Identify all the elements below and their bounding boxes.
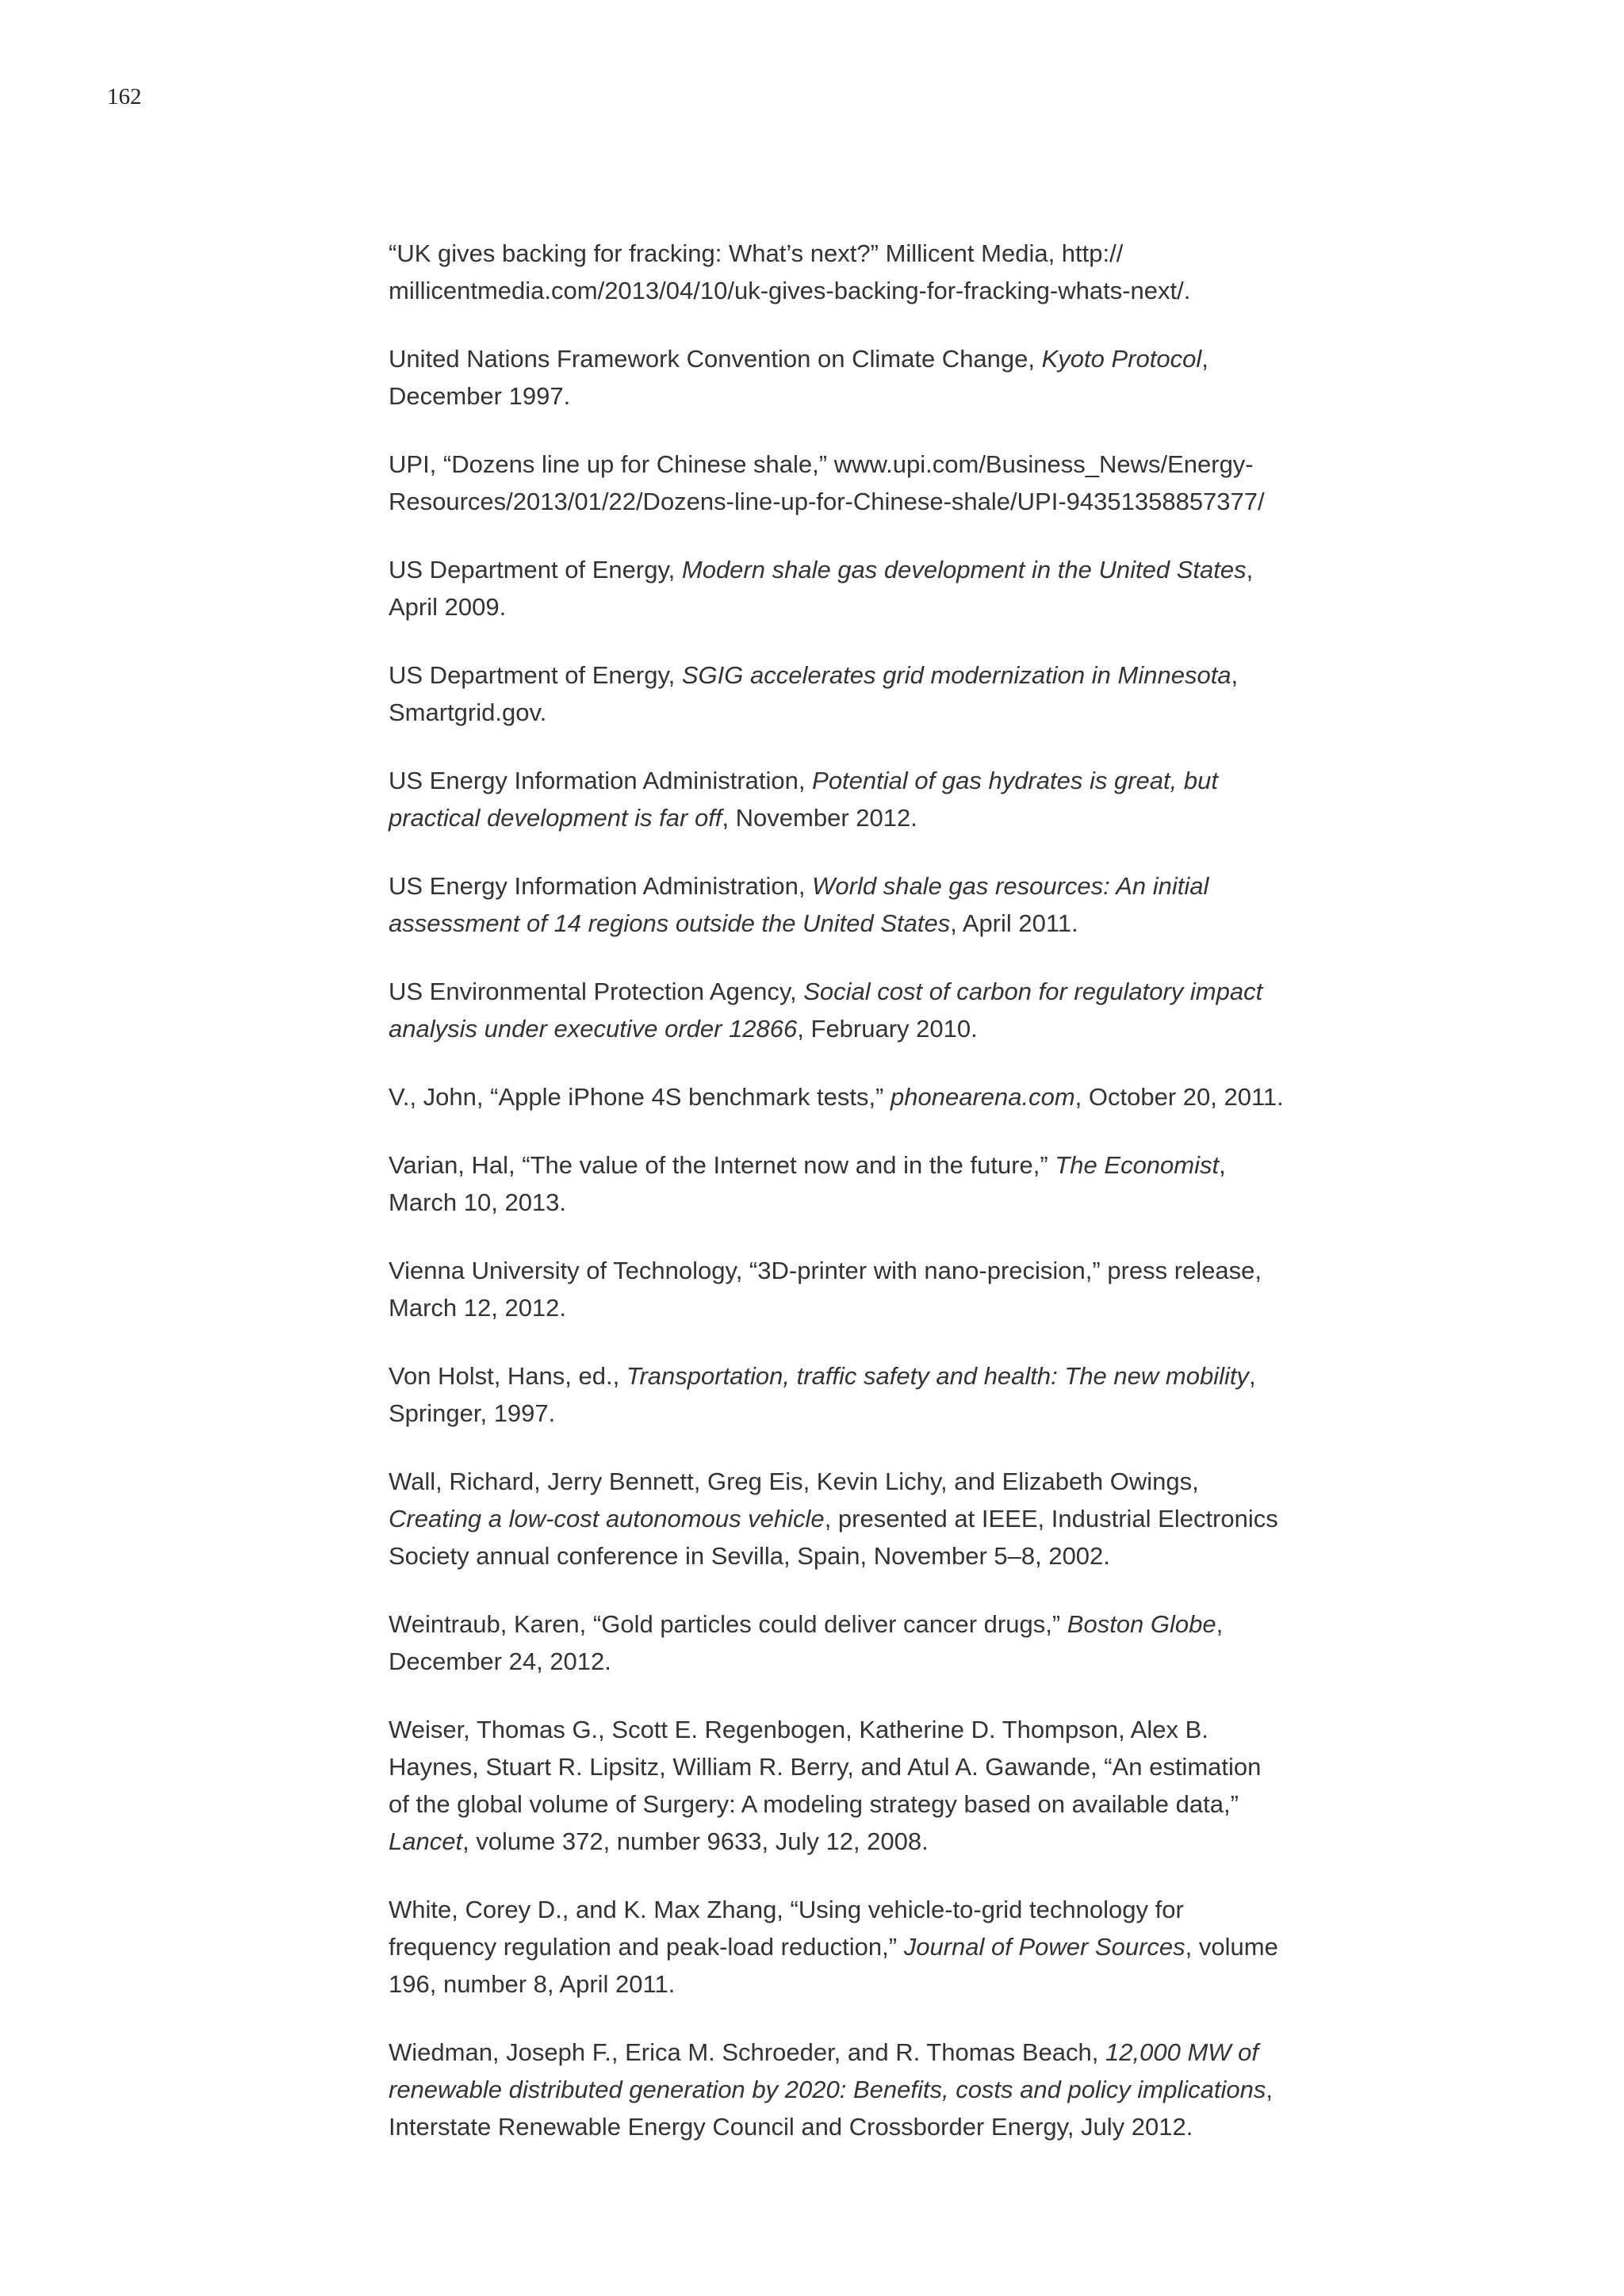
reference-entry bbox=[389, 973, 1372, 1047]
reference-text: UPI, “Dozens line up for Chinese shale,” www.upi.com/Business_News/Energy- Resources/2013/01/22/Dozens-line-up-for-Chinese-shale/UPI-94351358857377/ bbox=[389, 450, 1265, 515]
reference-text: , February 2010. bbox=[797, 1015, 978, 1043]
reference-text: , volume 196, number 8, April 2011. bbox=[389, 1933, 1278, 1998]
reference-entry bbox=[389, 1146, 1372, 1221]
reference-title-italic: Kyoto Protocol bbox=[1041, 345, 1202, 373]
reference-text: Von Holst, Hans, ed., bbox=[389, 1362, 626, 1390]
reference-title-italic: Boston Globe bbox=[1067, 1610, 1216, 1638]
reference-entry bbox=[389, 1078, 1372, 1115]
reference-entry bbox=[389, 2034, 1372, 2145]
reference-text: White, Corey D., and K. Max Zhang, “Using vehicle-to-grid technology for frequency regulation and peak-load reduction,” bbox=[389, 1896, 1184, 1961]
reference-text: , April 2009. bbox=[389, 556, 1254, 621]
reference-text: , October 20, 2011. bbox=[1074, 1083, 1284, 1111]
reference-text: Vienna University of Technology, “3D-printer with nano-precision,” press release, March 12, 2012. bbox=[389, 1257, 1262, 1322]
reference-text: , November 2012. bbox=[722, 804, 917, 832]
reference-title-italic: Modern shale gas development in the United States bbox=[681, 556, 1247, 584]
reference-entry bbox=[389, 656, 1372, 731]
reference-text: , December 1997. bbox=[389, 345, 1208, 410]
reference-text: US Energy Information Administration, bbox=[389, 872, 813, 900]
reference-text: , Springer, 1997. bbox=[389, 1362, 1256, 1427]
reference-title-italic: Transportation, traffic safety and health: The new mobility bbox=[626, 1362, 1249, 1390]
reference-title-italic: Journal of Power Sources bbox=[903, 1933, 1185, 1961]
reference-text: , December 24, 2012. bbox=[389, 1610, 1224, 1675]
reference-text: , presented at IEEE, Industrial Electronics Society annual conference in Sevilla, Spain, November 5–8, 2002. bbox=[389, 1505, 1278, 1570]
reference-entry bbox=[389, 1252, 1372, 1326]
reference-text: , Smartgrid.gov. bbox=[389, 661, 1239, 726]
reference-text: Weintraub, Karen, “Gold particles could deliver cancer drugs,” bbox=[389, 1610, 1067, 1638]
reference-text: US Department of Energy, bbox=[389, 661, 682, 689]
reference-text: US Environmental Protection Agency, bbox=[389, 978, 804, 1005]
page-number: 162 bbox=[107, 84, 142, 109]
reference-entry bbox=[389, 867, 1372, 942]
reference-entry bbox=[389, 235, 1372, 309]
reference-entry bbox=[389, 1891, 1372, 2003]
reference-title-italic: The Economist bbox=[1055, 1151, 1220, 1179]
reference-title-italic: SGIG accelerates grid modernization in Minnesota bbox=[681, 661, 1231, 689]
reference-title-italic: Potential of gas hydrates is great, but practical development is far off bbox=[389, 767, 1218, 832]
reference-entry bbox=[389, 446, 1372, 520]
reference-title-italic: phonearena.com bbox=[891, 1083, 1075, 1111]
reference-text: , volume 372, number 9633, July 12, 2008. bbox=[462, 1827, 929, 1855]
reference-text: V., John, “Apple iPhone 4S benchmark tests,” bbox=[389, 1083, 891, 1111]
reference-entry bbox=[389, 762, 1372, 836]
reference-text: Wall, Richard, Jerry Bennett, Greg Eis, Kevin Lichy, and Elizabeth Owings, bbox=[389, 1468, 1199, 1495]
reference-text: US Energy Information Administration, bbox=[389, 767, 813, 794]
reference-entry bbox=[389, 1711, 1372, 1860]
reference-title-italic: Creating a low-cost autonomous vehicle bbox=[389, 1505, 825, 1533]
reference-entry bbox=[389, 1463, 1372, 1575]
reference-text: , March 10, 2013. bbox=[389, 1151, 1226, 1216]
reference-entry bbox=[389, 340, 1372, 415]
reference-list bbox=[389, 235, 1372, 2176]
reference-text: Weiser, Thomas G., Scott E. Regenbogen, Katherine D. Thompson, Alex B. Haynes, Stuart R. Lipsitz, William R. Berry, and Atul A. Gawande, “An estimation of the global volume of Surgery: A modeling strategy based on available data,” bbox=[389, 1716, 1262, 1818]
reference-title-italic: World shale gas resources: An initial assessment of 14 regions outside the United States bbox=[389, 872, 1209, 937]
reference-text: Varian, Hal, “The value of the Internet now and in the future,” bbox=[389, 1151, 1055, 1179]
reference-text: , April 2011. bbox=[950, 909, 1078, 937]
reference-entry bbox=[389, 1605, 1372, 1680]
reference-entry bbox=[389, 1357, 1372, 1432]
reference-title-italic: Social cost of carbon for regulatory impact analysis under executive order 12866 bbox=[389, 978, 1263, 1043]
reference-text: Wiedman, Joseph F., Erica M. Schroeder, and R. Thomas Beach, bbox=[389, 2038, 1106, 2066]
reference-text: United Nations Framework Convention on Climate Change, bbox=[389, 345, 1042, 373]
reference-text: , Interstate Renewable Energy Council and Crossborder Energy, July 2012. bbox=[389, 2076, 1273, 2141]
reference-text: “UK gives backing for fracking: What’s next?” Millicent Media, http:// millicentmedia.com/2013/04/10/uk-gives-backing-for-fracking-whats-next/. bbox=[389, 239, 1191, 304]
reference-entry bbox=[389, 551, 1372, 626]
reference-title-italic: 12,000 MW of renewable distributed generation by 2020: Benefits, costs and policy implications bbox=[389, 2038, 1266, 2103]
reference-title-italic: Lancet bbox=[389, 1827, 463, 1855]
reference-text: US Department of Energy, bbox=[389, 556, 682, 584]
